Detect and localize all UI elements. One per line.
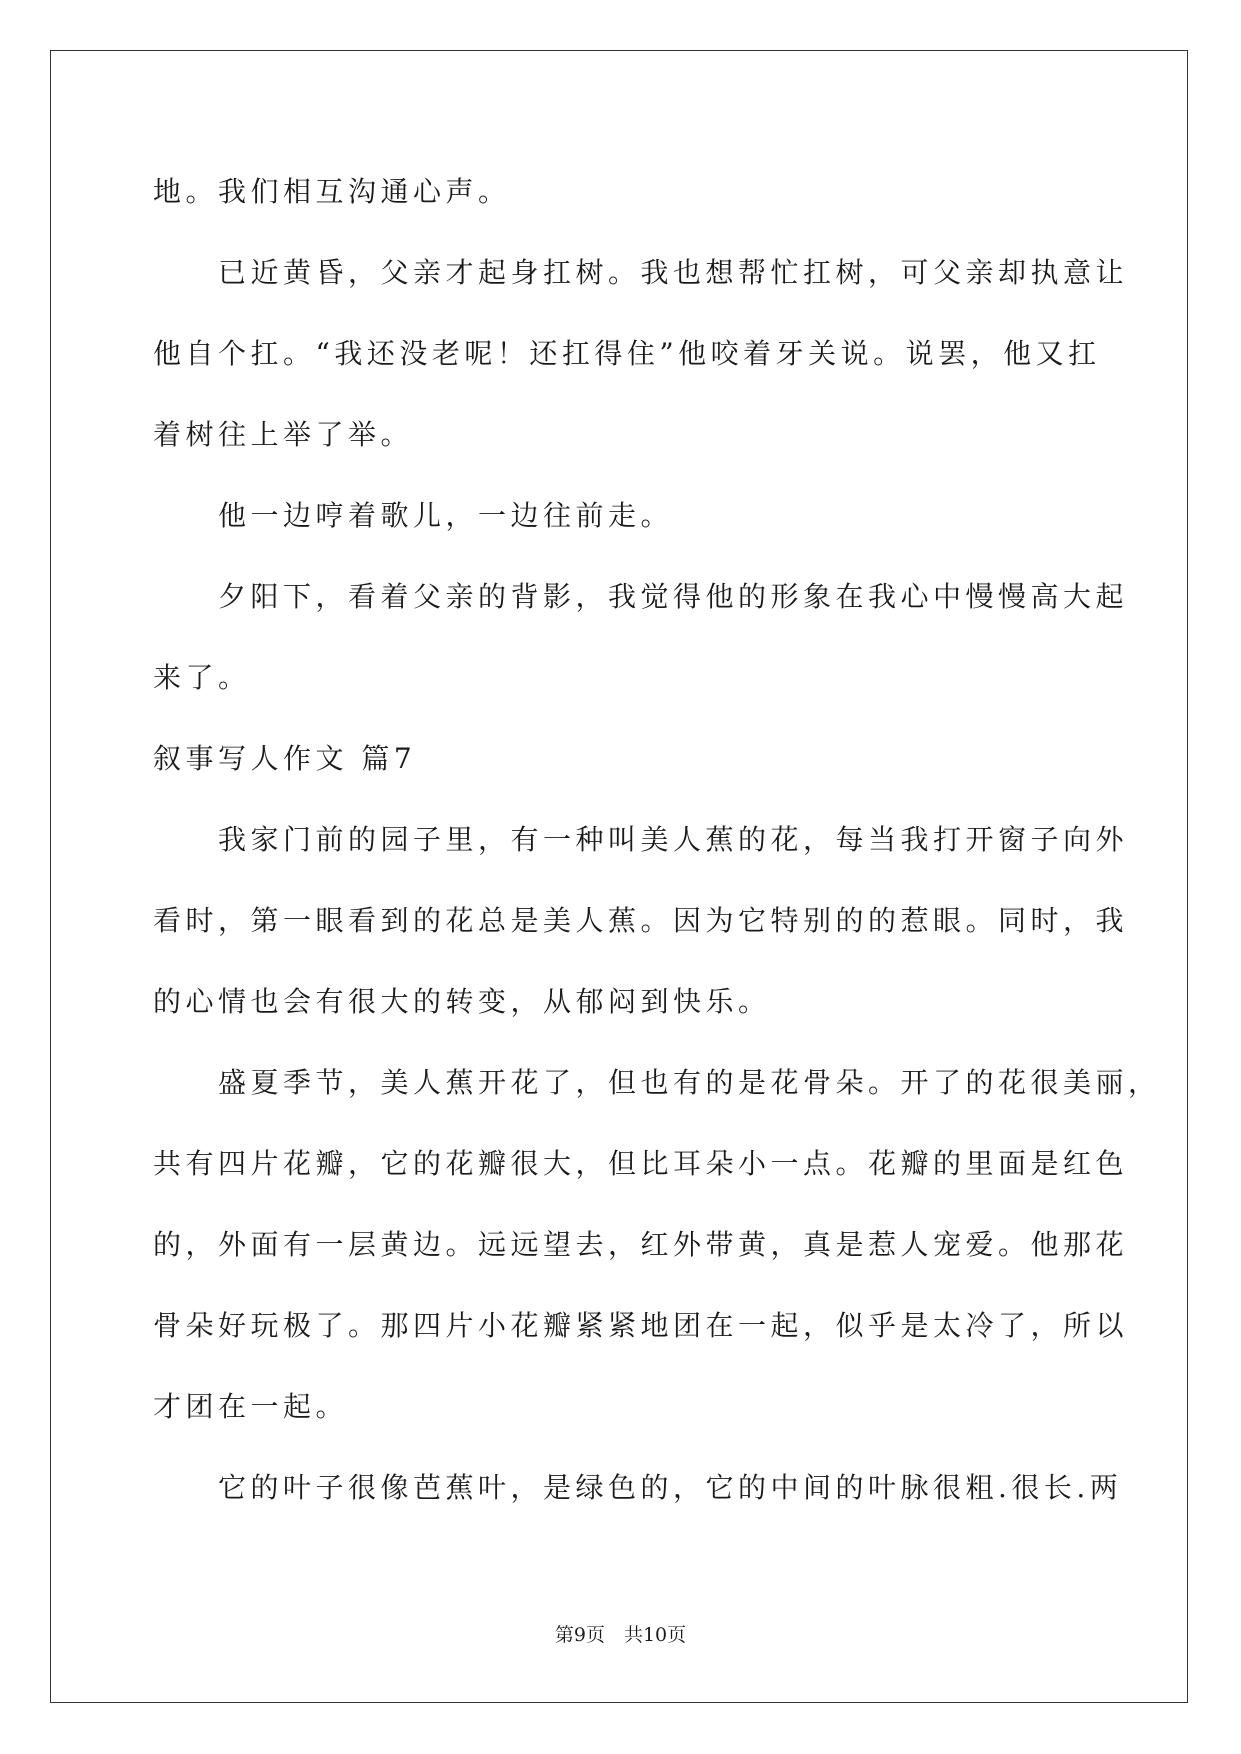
- page-border: [50, 50, 1188, 1703]
- section-heading: 叙事写人作文 篇7: [153, 742, 417, 775]
- text-line: 来了。: [153, 661, 251, 694]
- text-line: 共有四片花瓣，它的花瓣很大，但比耳朵小一点。花瓣的里面是红色: [153, 1147, 1129, 1180]
- text-line: 看时，第一眼看到的花总是美人蕉。因为它特别的的惹眼。同时，我: [153, 904, 1129, 937]
- text-line: 地。我们相互沟通心声。: [153, 175, 511, 208]
- text-line: 夕阳下，看着父亲的背影，我觉得他的形象在我心中慢慢高大起: [153, 580, 1129, 613]
- text-line: 才团在一起。: [153, 1390, 349, 1423]
- text-line: 骨朵好玩极了。那四片小花瓣紧紧地团在一起，似乎是太冷了，所以: [153, 1309, 1129, 1342]
- text-line: 的心情也会有很大的转变，从郁闷到快乐。: [153, 985, 771, 1018]
- text-line: 我家门前的园子里，有一种叫美人蕉的花，每当我打开窗子向外: [153, 823, 1129, 856]
- text-line: 他一边哼着歌儿，一边往前走。: [153, 499, 674, 532]
- text-line: 它的叶子很像芭蕉叶，是绿色的，它的中间的叶脉很粗.很长.两: [153, 1471, 1123, 1504]
- text-line: 着树往上举了举。: [153, 418, 414, 451]
- text-line: 他自个扛。“我还没老呢！还扛得住”他咬着牙关说。说罢，他又扛: [153, 337, 1101, 370]
- page-number-footer: 第9页 共10页: [554, 1624, 687, 1646]
- text-line: 已近黄昏，父亲才起身扛树。我也想帮忙扛树，可父亲却执意让: [153, 256, 1129, 289]
- text-line: 的，外面有一层黄边。远远望去，红外带黄，真是惹人宠爱。他那花: [153, 1228, 1129, 1261]
- text-line: 盛夏季节，美人蕉开花了，但也有的是花骨朵。开了的花很美丽，: [153, 1066, 1161, 1099]
